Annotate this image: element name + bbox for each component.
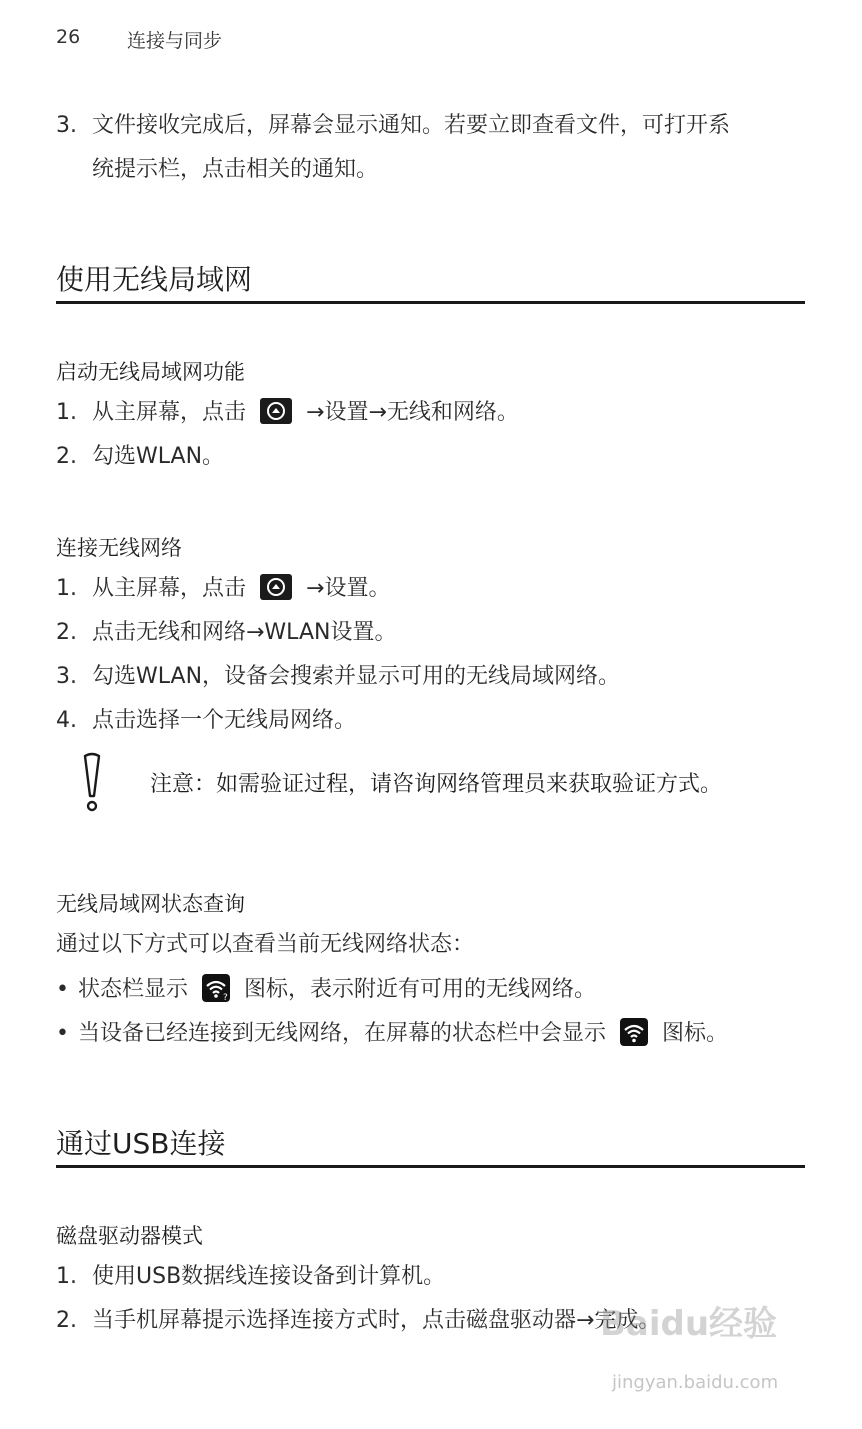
wifi-available-icon (202, 974, 230, 1002)
step-number: 1. (56, 1264, 77, 1289)
section-divider (56, 301, 805, 304)
subheading-wlan-status: 无线局域网状态查询 (56, 892, 245, 916)
step-number: 3. (56, 113, 77, 138)
bullet-text: 图标。 (662, 1021, 729, 1046)
status-bullet-1 (56, 974, 596, 1005)
launcher-up-arrow-icon (260, 398, 292, 424)
step-number: 2. (56, 620, 77, 645)
subheading-connect-wlan: 连接无线网络 (56, 536, 182, 560)
step-text: 点击选择一个无线局网络。 (92, 708, 357, 733)
step-number: 2. (56, 1308, 77, 1333)
note-text: 注意：如需验证过程，请咨询网络管理员来获取验证方式。 (150, 772, 723, 797)
section-divider (56, 1165, 805, 1168)
bullet: • (56, 1021, 69, 1046)
step-text: 勾选WLAN。 (92, 444, 225, 469)
intro-line-2: 统提示栏，点击相关的通知。 (92, 157, 379, 182)
page-number: 26 (56, 26, 81, 48)
step-text: 从主屏幕，点击 (92, 576, 247, 601)
subheading-disk-mode: 磁盘驱动器模式 (56, 1224, 203, 1248)
connect-step-3 (56, 662, 620, 692)
step-text: 当手机屏幕提示选择连接方式时，点击磁盘驱动器→完成。 (92, 1308, 661, 1333)
enable-step-2 (56, 442, 224, 472)
step-text: →设置→无线和网络。 (306, 400, 519, 425)
bullet-text: 图标，表示附近有可用的无线网络。 (244, 977, 597, 1002)
bullet-text: 当设备已经连接到无线网络，在屏幕的状态栏中会显示 (78, 1021, 607, 1046)
status-intro: 通过以下方式可以查看当前无线网络状态： (56, 932, 475, 957)
exclamation-icon (80, 752, 104, 820)
usb-step-2 (56, 1306, 660, 1336)
step-number: 1. (56, 576, 77, 601)
subheading-enable-wlan: 启动无线局域网功能 (56, 360, 245, 384)
usb-step-1 (56, 1262, 445, 1292)
wifi-connected-icon (620, 1018, 648, 1046)
intro-line-1: 文件接收完成后，屏幕会显示通知。若要立即查看文件，可打开系 (92, 113, 731, 138)
step-number: 1. (56, 400, 77, 425)
bullet: • (56, 977, 69, 1002)
step-text: 从主屏幕，点击 (92, 400, 247, 425)
step-number: 2. (56, 444, 77, 469)
svg-text:?: ? (223, 993, 228, 1002)
intro-step (56, 111, 730, 141)
connect-step-4 (56, 706, 356, 736)
baidu-watermark-url: jingyan.baidu.com (612, 1372, 779, 1393)
enable-step-1 (56, 398, 519, 428)
launcher-up-arrow-icon (260, 574, 292, 600)
step-text: 勾选WLAN，设备会搜索并显示可用的无线局域网络。 (92, 664, 621, 689)
section-title-usb: 通过USB连接 (56, 1127, 226, 1160)
chapter-title: 连接与同步 (127, 30, 223, 52)
step-text: 使用USB数据线连接设备到计算机。 (92, 1264, 446, 1289)
bullet-text: 状态栏显示 (78, 977, 189, 1002)
step-number: 4. (56, 708, 77, 733)
step-number: 3. (56, 664, 77, 689)
section-title-wlan: 使用无线局域网 (56, 263, 253, 296)
step-text: →设置。 (306, 576, 391, 601)
connect-step-2 (56, 618, 396, 648)
baidu-watermark-logo: Baidu经验 (600, 1304, 778, 1344)
status-bullet-2 (56, 1018, 728, 1049)
connect-step-1 (56, 574, 390, 604)
step-text: 点击无线和网络→WLAN设置。 (92, 620, 397, 645)
